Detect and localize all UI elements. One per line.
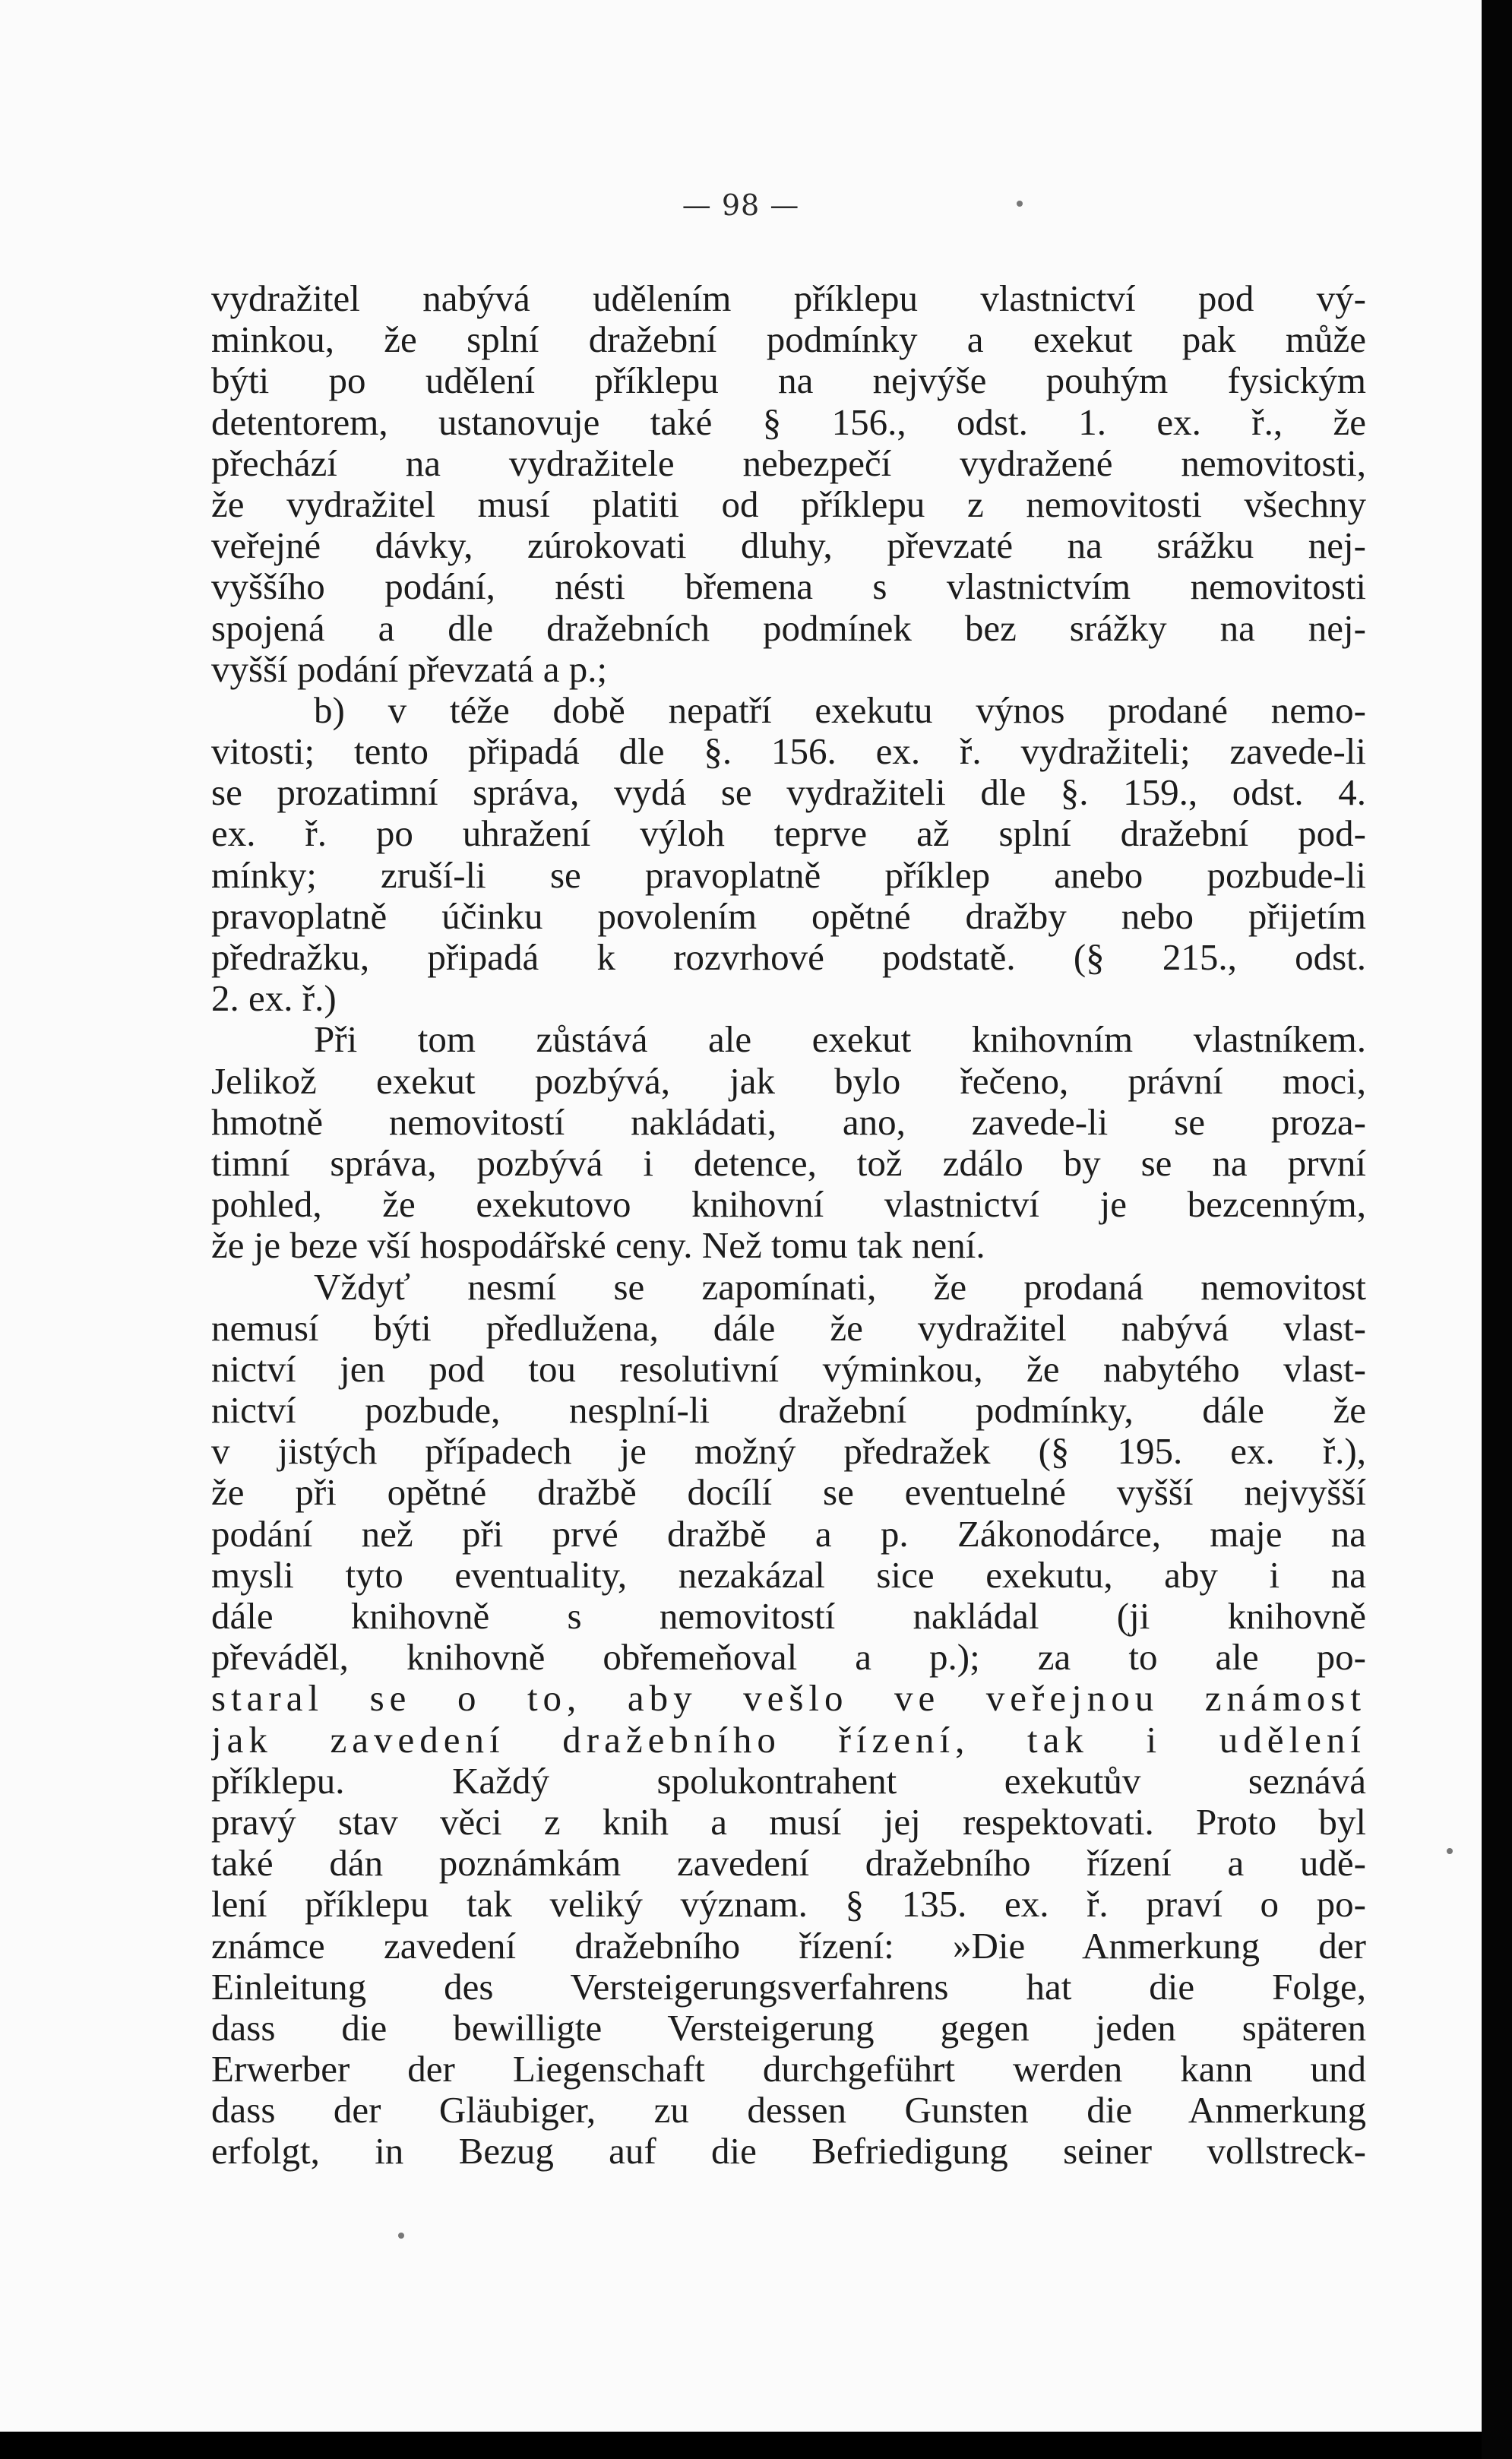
text-line: Einleitung des Versteigerungsverfahrens hat die Folge, — [211, 1966, 1366, 2008]
text-line: 2. ex. ř.) — [211, 978, 337, 1020]
text-line: příklepu. Každý spolukontrahent exekutův seznává — [211, 1760, 1366, 1802]
text-line: předražku, připadá k rozvrhové podstatě. (§ 215., odst. — [211, 937, 1366, 978]
text-line: dále knihovně s nemovitostí nakládal (ji knihovně — [211, 1596, 1366, 1637]
text-line: nictví pozbude, nesplní-li dražební podmínky, dále že — [211, 1390, 1366, 1432]
text-line: nictví jen pod tou resolutivní výminkou, že nabytého vlast- — [211, 1348, 1366, 1390]
text-line: se prozatimní správa, vydá se vydražiteli dle §. 159., odst. 4. — [211, 772, 1366, 814]
text-line: převáděl, knihovně obřemeňoval a p.); za to ale po- — [211, 1637, 1366, 1679]
text-line: vitosti; tento připadá dle §. 156. ex. ř. vydražiteli; zavede-li — [211, 731, 1366, 773]
text-line: Erwerber der Liegenschaft durchgeführt werden kann und — [211, 2049, 1366, 2090]
text-line: lení příklepu tak veliký význam. § 135. ex. ř. praví o po- — [211, 1884, 1366, 1926]
text-line: vydražitel nabývá udělením příklepu vlastnictví pod vý- — [211, 278, 1366, 319]
page-number: — 98 — — [682, 188, 800, 222]
text-line: detentorem, ustanovuje také § 156., odst. 1. ex. ř., že — [211, 401, 1366, 443]
text-line: mysli tyto eventuality, nezakázal sice exekutu, aby i na — [211, 1554, 1366, 1596]
text-line: b) v téže době nepatří exekutu výnos prodané nemo- — [314, 689, 1366, 731]
text-line: timní správa, pozbývá i detence, tož zdálo by se na první — [211, 1142, 1366, 1184]
text-line: spojená a dle dražebních podmínek bez srážky na nej- — [211, 607, 1366, 649]
text-line: Vždyť nesmí se zapomínati, že prodaná nemovitost — [314, 1266, 1366, 1308]
text-line: hmotně nemovitostí nakládati, ano, zavede-li se proza- — [211, 1101, 1366, 1143]
text-line: dass die bewilligte Versteigerung gegen jeden späteren — [211, 2007, 1366, 2049]
text-line: že je beze vší hospodářské ceny. Než tomu tak není. — [211, 1225, 985, 1267]
text-line: pohled, že exekutovo knihovní vlastnictví je bezcenným, — [211, 1184, 1366, 1226]
text-line: že při opětné dražbě docílí se eventuelné vyšší nejvyšší — [211, 1472, 1366, 1514]
scan-border — [1482, 0, 1512, 2459]
scan-speck — [1447, 1848, 1453, 1854]
text-line: známce zavedení dražebního řízení: »Die Anmerkung der — [211, 1925, 1366, 1967]
text-line: erfolgt, in Bezug auf die Befriedigung seiner vollstreck- — [211, 2131, 1366, 2173]
text-line: přechází na vydražitele nebezpečí vydražené nemovitosti, — [211, 442, 1366, 484]
body-text — [211, 278, 1366, 2173]
text-line: jak zavedení dražebního řízení, tak i udělení — [211, 1719, 1366, 1761]
text-line: dass der Gläubiger, zu dessen Gunsten die Anmerkung — [211, 2090, 1366, 2131]
text-line: Při tom zůstává ale exekut knihovním vlastníkem. — [314, 1019, 1366, 1061]
text-line: ex. ř. po uhražení výloh teprve až splní dražební pod- — [211, 813, 1366, 855]
text-line: také dán poznámkám zavedení dražebního řízení a udě- — [211, 1843, 1366, 1885]
text-line: že vydražitel musí platiti od příklepu z nemovitosti všechny — [211, 483, 1366, 525]
text-line: Jelikož exekut pozbývá, jak bylo řečeno, právní moci, — [211, 1060, 1366, 1102]
text-line: veřejné dávky, zúrokovati dluhy, převzaté na srážku nej- — [211, 525, 1366, 567]
text-line: vyšší podání převzatá a p.; — [211, 648, 608, 690]
text-line: staral se o to, aby vešlo ve veřejnou známost — [211, 1678, 1366, 1720]
text-line: pravý stav věci z knih a musí jej respektovati. Proto byl — [211, 1801, 1366, 1843]
text-line: podání než při prvé dražbě a p. Zákonodárce, maje na — [211, 1513, 1366, 1555]
text-line: vyššího podání, nésti břemena s vlastnictvím nemovitosti — [211, 566, 1366, 608]
text-line: minkou, že splní dražební podmínky a exekut pak může — [211, 319, 1366, 361]
text-line: nemusí býti předlužena, dále že vydražitel nabývá vlast- — [211, 1307, 1366, 1349]
text-line: v jistých případech je možný předražek (§ 195. ex. ř.), — [211, 1431, 1366, 1473]
scan-speck — [1017, 201, 1023, 207]
scan-speck — [398, 2233, 404, 2239]
text-line: mínky; zruší-li se pravoplatně příklep anebo pozbude-li — [211, 854, 1366, 896]
text-line: býti po udělení příklepu na nejvýše pouhým fysickým — [211, 360, 1366, 402]
text-line: pravoplatně účinku povolením opětné dražby nebo přijetím — [211, 895, 1366, 937]
